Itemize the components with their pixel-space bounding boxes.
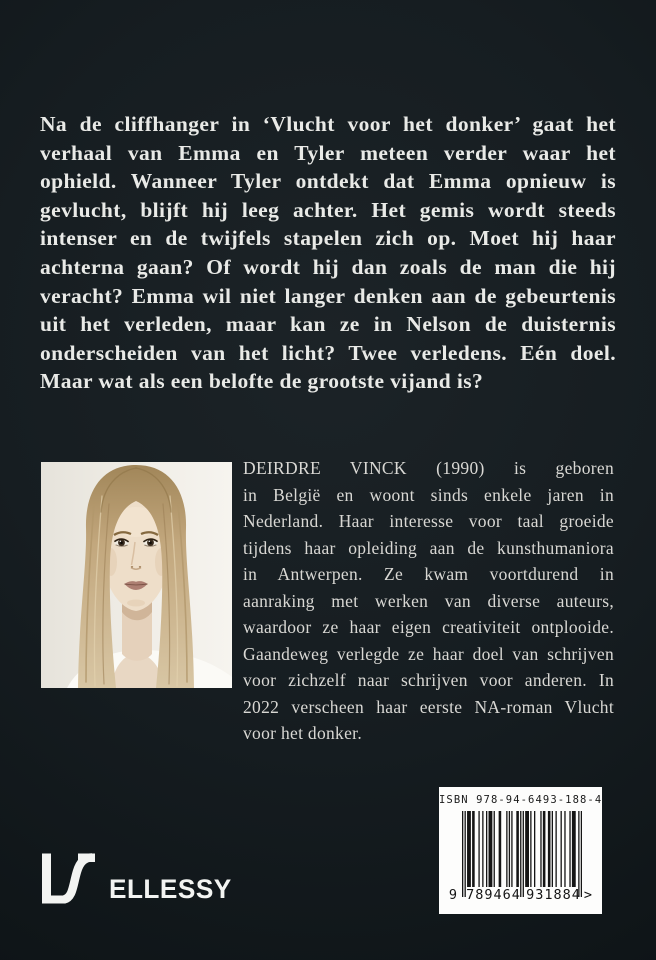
ls-monogram-icon — [40, 852, 96, 905]
barcode-bars — [462, 811, 582, 897]
isbn-label: ISBN 978-94-6493-188-4 — [439, 794, 603, 806]
publisher-name: ELLESSY — [109, 874, 232, 904]
text-line: uit het verleden, maar kan ze in Nelson de duisternis — [40, 312, 616, 337]
text-line: Maar wat als een belofte de grootste vijand is? — [40, 369, 484, 394]
text-line: Na de cliffhanger in ‘Vlucht voor het donker’ gaat het — [40, 112, 616, 136]
text-line: 2022 verscheen haar eerste NA-roman Vlucht — [243, 696, 614, 717]
text-line: Gaandeweg verlegde ze haar doel van schrijven — [243, 643, 614, 664]
text-line: intenser en de twijfels stapelen zich op. Moet hij haar — [40, 226, 616, 251]
right-eye-highlight — [149, 541, 151, 543]
text-line: verhaal van Emma en Tyler meteen verder waar het — [40, 140, 616, 165]
text-line: veracht? Emma wil niet langer denken aan de gebeurtenis — [40, 283, 616, 308]
left-eye-highlight — [120, 541, 122, 543]
barcode-digit-left: 9 — [448, 887, 458, 903]
text-line: ophield. Wanneer Tyler ontdekt dat Emma opnieuw is — [40, 169, 616, 194]
text-line: waardoor ze haar eigen creativiteit ontplooide. — [243, 617, 614, 637]
publisher-logo — [40, 852, 236, 905]
text-line: tijdens haar opleiding aan de kunsthumaniora — [243, 537, 614, 558]
text-line: onderscheiden van het licht? Twee verledens. Eén doel. — [40, 340, 616, 365]
text-line: in Antwerpen. Ze kwam voortdurend in — [243, 564, 614, 584]
author-photo — [41, 462, 232, 688]
barcode-digits-group1: 789464 — [466, 887, 521, 903]
barcode-trailing-char: > — [583, 887, 593, 903]
left-nostril — [131, 566, 133, 568]
text-line: achterna gaan? Of wordt hij dan zoals de man die hij — [40, 254, 616, 279]
text-line: voor zichzelf naar schrijven voor anderen. In — [243, 670, 614, 690]
text-line: DEIRDRE VINCK (1990) is geboren — [243, 458, 614, 478]
isbn-barcode — [439, 787, 602, 914]
right-nostril — [139, 566, 141, 568]
text-line: voor het donker. — [243, 723, 363, 743]
barcode-digits-group2: 931884 — [526, 887, 581, 903]
text-line: aanraking met werken van diverse auteurs, — [243, 590, 614, 611]
blurb-text — [40, 110, 616, 396]
text-line: Nederland. Haar interesse voor taal groeide — [243, 511, 614, 531]
author-bio-text — [243, 455, 614, 747]
text-line: gevlucht, blijft hij leeg achter. Het gemis wordt steeds — [40, 197, 616, 222]
chin-shading — [127, 600, 145, 607]
text-line: in België en woont sinds enkele jaren in — [243, 484, 614, 505]
